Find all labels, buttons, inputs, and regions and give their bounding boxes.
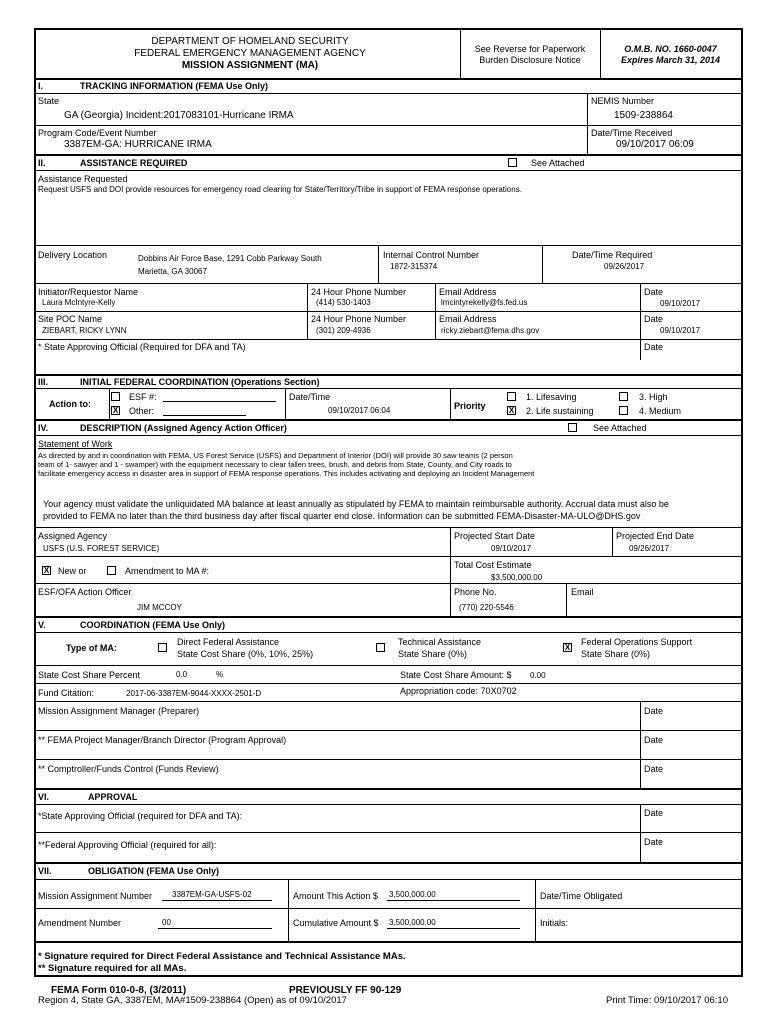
paperwork-line-2: Burden Disclosure Notice	[479, 55, 581, 65]
program-label: Program Code/Event Number	[38, 128, 157, 138]
priority-2-label: 2. Life sustaining	[526, 406, 594, 416]
omb-expires: Expires March 31, 2014	[620, 55, 721, 65]
cumulative-label: Cumulative Amount $	[293, 918, 379, 928]
amendment-checkbox[interactable]	[107, 566, 116, 575]
section-4-title: DESCRIPTION (Assigned Agency Action Officer)	[80, 423, 287, 433]
share-amount-label: State Cost Share Amount: $	[400, 670, 512, 680]
paperwork-line-1: See Reverse for Paperwork	[474, 44, 586, 54]
initiator-phone-label: 24 Hour Phone Number	[311, 287, 407, 297]
sow-line-3: facilitate emergency access in disaster area in support of FEMA response operations. This includes activating and deploying an Incident Management	[38, 469, 535, 478]
signature-note-2: ** Signature required for all MAs.	[38, 963, 187, 974]
poc-date-label: Date	[644, 314, 664, 324]
section-1-number: I.	[38, 81, 44, 91]
amendment-label: Amendment to MA #:	[125, 566, 210, 576]
poc-phone: (301) 209-4936	[316, 326, 371, 335]
ma-manager-date-label: Date	[644, 706, 664, 716]
fos-line-1: Federal Operations Support	[581, 637, 693, 647]
fund-citation-value: 2017-06-3387EM-9044-XXXX-2501-D	[126, 689, 262, 698]
section-7-number: VII.	[38, 866, 52, 876]
poc-email: ricky.ziebart@fema.dhs.gov	[441, 326, 540, 335]
priority-4-label: 4. Medium	[639, 406, 682, 416]
section-2-title: ASSISTANCE REQUIRED	[80, 158, 188, 168]
received-label: Date/Time Received	[591, 128, 673, 138]
ma-manager-label: Mission Assignment Manager (Preparer)	[38, 706, 200, 716]
datetime-value: 09/10/2017 06:04	[328, 406, 391, 415]
notice-line-2: provided to FEMA no later than the third business day after fiscal quarter end close. Information can be submitted FEMA-Disaster-MA-ULO@DHS.gov	[43, 511, 641, 521]
initials-label: Initials:	[540, 918, 569, 928]
sow-label: Statement of Work	[38, 439, 113, 449]
received-value: 09/10/2017 06:09	[616, 139, 694, 150]
desc-see-attached-checkbox[interactable]	[568, 423, 577, 432]
initiator-email-label: Email Address	[439, 287, 497, 297]
poc-phone-label: 24 Hour Phone Number	[311, 314, 407, 324]
state-value: GA (Georgia) Incident:2017083101-Hurricane IRMA	[64, 110, 294, 121]
date-obligated-label: Date/Time Obligated	[540, 891, 623, 901]
agency-line-2: FEDERAL EMERGENCY MANAGEMENT AGENCY	[134, 48, 366, 59]
comptroller-date-label: Date	[644, 764, 664, 774]
nemis-value: 1509-238864	[614, 110, 673, 121]
federal-approving-label: **Federal Approving Official (required for all):	[38, 840, 217, 850]
dfa-line-2: State Cost Share (0%, 10%, 25%)	[177, 649, 314, 659]
previously-form: PREVIOUSLY FF 90-129	[289, 985, 402, 996]
ta-checkbox[interactable]	[376, 643, 385, 652]
initiator-date-label: Date	[644, 287, 664, 297]
poc-email-label: Email Address	[439, 314, 497, 324]
ma-number-label: Mission Assignment Number	[38, 891, 153, 901]
comptroller-label: ** Comptroller/Funds Control (Funds Review)	[38, 764, 219, 774]
region-line: Region 4, State GA, 3387EM, MA#1509-238864 (Open) as of 09/10/2017	[38, 995, 347, 1006]
dfa-checkbox[interactable]	[158, 643, 167, 652]
assistance-value: Request USFS and DOI provide resources for emergency road clearing for State/Territory/Tribe in support of FEMA response operations.	[38, 185, 522, 194]
priority-3-checkbox[interactable]	[619, 392, 628, 401]
poc-date: 09/10/2017	[660, 326, 701, 335]
end-date-value: 09/26/2017	[629, 544, 670, 553]
share-percent-value: 0.0	[176, 670, 188, 679]
officer-phone-label: Phone No.	[454, 587, 497, 597]
notice-line-1: Your agency must validate the unliquidated MA balance at least annually as stipulated by FEMA to maintain reimbursable authority. Accrual data must also be	[43, 499, 669, 509]
datetime-label: Date/Time	[289, 392, 331, 402]
delivery-line-2: Marietta, GA 30067	[138, 267, 207, 276]
priority-4-checkbox[interactable]	[619, 406, 628, 415]
end-date-label: Projected End Date	[616, 531, 695, 541]
esf-checkbox[interactable]	[111, 392, 120, 401]
esf-label: ESF #:	[129, 392, 157, 402]
fund-citation-label: Fund Citation:	[38, 688, 95, 698]
federal-approving-date-label: Date	[644, 837, 664, 847]
state-approving-date-label: Date	[644, 808, 664, 818]
poc-label: Site POC Name	[38, 314, 103, 324]
delivery-line-1: Dobbins Air Force Base, 1291 Cobb Parkway South	[138, 254, 322, 263]
action-officer-value: JIM MCCOY	[137, 603, 182, 612]
officer-phone-value: (770) 220-5546	[459, 603, 514, 612]
total-cost-value: $3,500,000.00	[491, 573, 543, 582]
amount-action-value: 3,500,000.00	[389, 890, 436, 899]
delivery-label: Delivery Location	[38, 250, 108, 260]
see-attached-label: See Attached	[531, 158, 585, 168]
share-percent-label: State Cost Share Percent	[38, 670, 141, 680]
state-label: State	[38, 96, 60, 106]
cumulative-value: 3,500,000.00	[389, 918, 436, 927]
assigned-agency-label: Assigned Agency	[38, 531, 108, 541]
project-manager-date-label: Date	[644, 735, 664, 745]
section-6-number: VI.	[38, 792, 50, 802]
required-value: 09/26/2017	[604, 262, 645, 271]
appropriation-code: Appropriation code: 70X0702	[400, 686, 517, 696]
section-7-title: OBLIGATION (FEMA Use Only)	[88, 866, 220, 876]
new-ma-label: New or	[58, 566, 87, 576]
section-5-title: COORDINATION (FEMA Use Only)	[80, 620, 226, 630]
start-date-label: Projected Start Date	[454, 531, 536, 541]
state-official-date-label: Date	[644, 342, 664, 352]
desc-see-attached-label: See Attached	[593, 423, 647, 433]
amendment-number-label: Amendment Number	[38, 918, 122, 928]
new-ma-checkbox[interactable]: X	[43, 566, 50, 575]
dfa-line-1: Direct Federal Assistance	[177, 637, 280, 647]
assistance-label: Assistance Requested	[38, 174, 128, 184]
section-4-number: IV.	[38, 423, 49, 433]
section-3-title: INITIAL FEDERAL COORDINATION (Operations Section)	[80, 377, 320, 387]
icn-value: 1872-315374	[390, 262, 438, 271]
program-value: 3387EM-GA: HURRICANE IRMA	[64, 139, 212, 150]
officer-email-label: Email	[571, 587, 594, 597]
other-checkbox[interactable]: X	[112, 406, 119, 415]
initiator-label: Initiator/Requestor Name	[38, 287, 139, 297]
initiator-email: lmcintyrekelly@fs.fed.us	[441, 298, 528, 307]
state-official-label: * State Approving Official (Required for DFA and TA)	[38, 342, 246, 352]
priority-2-checkbox[interactable]: X	[508, 406, 515, 415]
action-officer-label: ESF/OFA Action Officer	[38, 587, 132, 597]
see-attached-checkbox[interactable]	[508, 158, 517, 167]
initiator-date: 09/10/2017	[660, 299, 701, 308]
fos-checkbox[interactable]: X	[564, 643, 571, 652]
sow-line-2: team of 1- sawyer and 1 - swamper) with the equipment necessary to clear fallen trees, brush, and debris from State, County, and City roads to	[38, 460, 512, 469]
section-2-number: II.	[38, 158, 46, 168]
required-label: Date/Time Required	[572, 250, 653, 260]
ta-line-1: Technical Assistance	[398, 637, 482, 647]
section-6-title: APPROVAL	[88, 792, 138, 802]
share-amount-value: 0.00	[530, 671, 546, 680]
priority-1-label: 1. Lifesaving	[526, 392, 577, 402]
total-cost-label: Total Cost Estimate	[454, 560, 532, 570]
poc-value: ZIEBART, RICKY LYNN	[42, 326, 127, 335]
form-number: FEMA Form 010-0-8, (3/2011)	[51, 985, 187, 996]
print-time: Print Time: 09/10/2017 06:10	[606, 995, 728, 1006]
percent-sign: %	[216, 670, 224, 679]
priority-3-label: 3. High	[639, 392, 668, 402]
initiator-phone: (414) 530-1403	[316, 298, 371, 307]
omb-number: O.M.B. NO. 1660-0047	[624, 44, 717, 54]
form-title: MISSION ASSIGNMENT (MA)	[181, 60, 319, 71]
ta-line-2: State Share (0%)	[398, 649, 468, 659]
agency-line-1: DEPARTMENT OF HOMELAND SECURITY	[151, 36, 349, 47]
icn-label: Internal Control Number	[383, 250, 480, 260]
fos-line-2: State Share (0%)	[581, 649, 651, 659]
section-3-number: III.	[38, 377, 49, 387]
priority-1-checkbox[interactable]	[507, 392, 516, 401]
assigned-agency-value: USFS (U.S. FOREST SERVICE)	[43, 544, 160, 553]
signature-note-1: * Signature required for Direct Federal Assistance and Technical Assistance MAs.	[38, 951, 406, 962]
nemis-label: NEMIS Number	[591, 96, 655, 106]
priority-label: Priority	[454, 401, 486, 411]
type-of-ma-label: Type of MA:	[66, 643, 117, 653]
section-5-number: V.	[38, 620, 46, 630]
other-label: Other:	[129, 406, 155, 416]
section-1-title: TRACKING INFORMATION (FEMA Use Only)	[80, 81, 268, 91]
start-date-value: 09/10/2017	[491, 544, 532, 553]
project-manager-label: ** FEMA Project Manager/Branch Director (Program Approval)	[38, 735, 287, 745]
state-approving-label: *State Approving Official (required for DFA and TA):	[38, 811, 243, 821]
initiator-value: Laura McIntyre-Kelly	[42, 298, 116, 307]
action-to-label: Action to:	[49, 399, 91, 409]
sow-line-1: As directed by and in coordination with FEMA, US Forest Service (USFS) and Department of Interior (DOI) will provide 30 saw teams (2 person	[38, 451, 513, 460]
amendment-number-value: 00	[162, 918, 171, 927]
amount-action-label: Amount This Action $	[293, 891, 378, 901]
ma-number-value: 3387EM-GA-USFS-02	[172, 890, 252, 899]
